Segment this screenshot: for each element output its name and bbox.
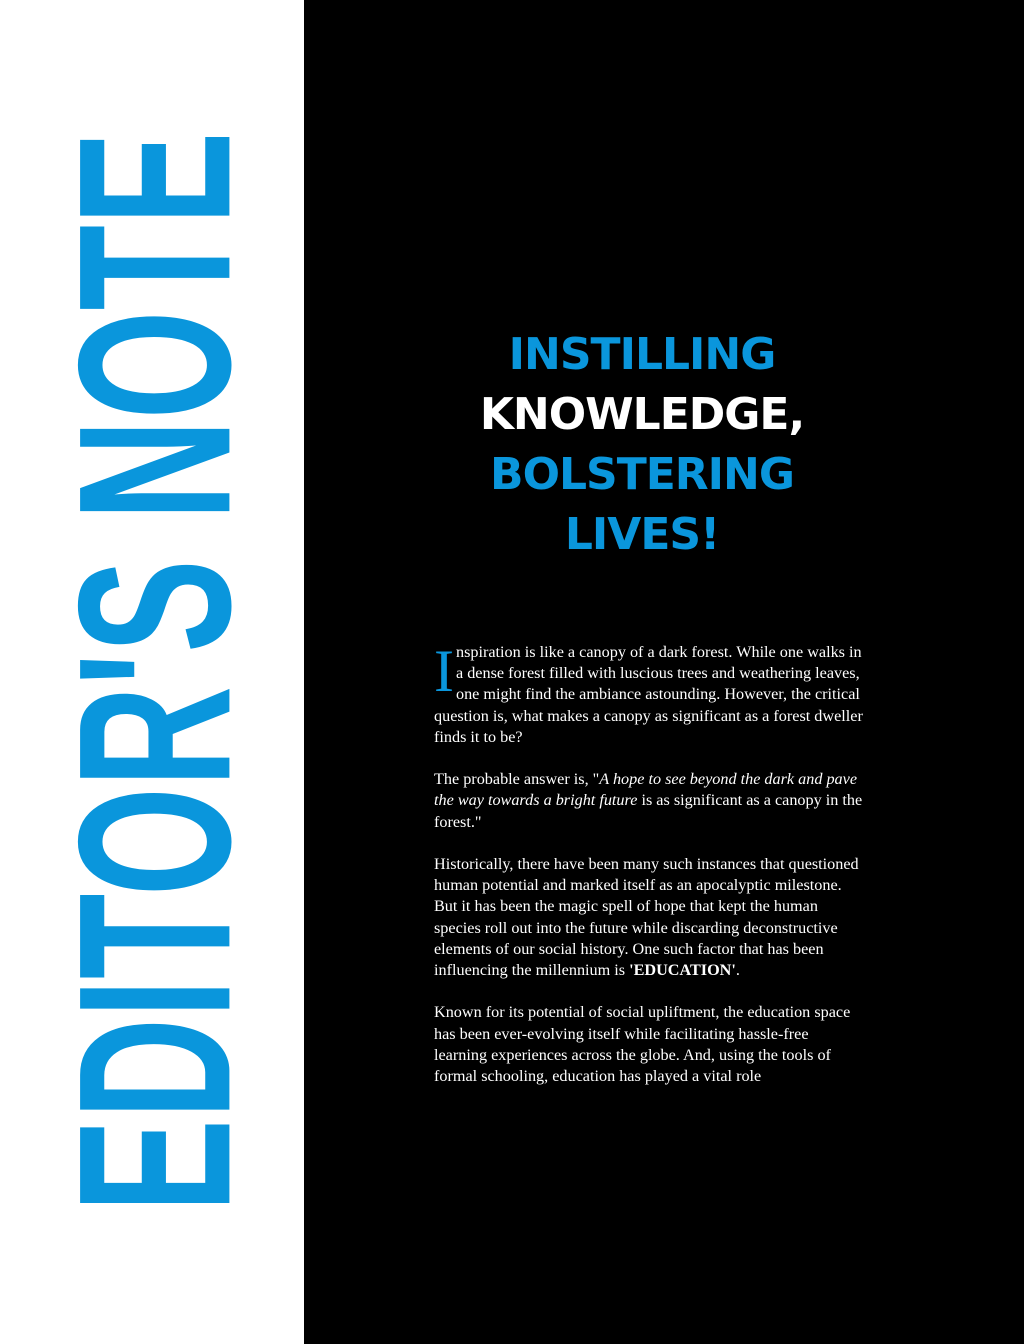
paragraph-3	[434, 854, 864, 981]
paragraph-1-text: nspiration is like a canopy of a dark forest. While one walks in a dense forest filled with luscious trees and weathering leaves, one might find the ambiance astounding. However, the critical question is, what makes a canopy as significant as a forest dweller finds it to be?	[434, 643, 863, 746]
paragraph-2-lead: The probable answer is, "	[434, 770, 600, 789]
editors-note-vertical-title: EDITOR'S NOTE	[32, 131, 276, 1213]
headline-line-3: BOLSTERING	[490, 449, 794, 500]
paragraph-2-quote: A hope to see beyond the dark and pave the way towards a bright future	[434, 770, 858, 810]
paragraph-3-text: Historically, there have been many such instances that questioned human potential and marked itself as an apocalyptic milestone. But it has been the magic spell of hope that kept the human species roll out into the future while discarding deconstructive elements of our social history. One such factor that has been influencing the millennium is	[434, 855, 859, 980]
paragraph-2	[434, 769, 864, 833]
paragraph-4: Known for its potential of social upliftment, the education space has been ever-evolving itself while facilitating hassle-free learning experiences across the globe. And, using the tools of formal schooling, education has played a vital role	[434, 1003, 851, 1086]
paragraph-3-end: .	[735, 961, 740, 980]
paragraph-3-emphasis: 'EDUCATION'	[629, 961, 736, 980]
article-headline	[304, 325, 980, 565]
paragraph-1	[434, 638, 864, 748]
headline-line-2: KNOWLEDGE,	[479, 389, 805, 440]
paragraph-2-tail: is as significant as a canopy in the forest."	[434, 791, 863, 831]
sidebar-panel	[0, 0, 304, 1344]
drop-cap: I	[434, 638, 454, 704]
headline-line-4: LIVES!	[564, 509, 720, 560]
headline-line-1: INSTILLING	[508, 329, 776, 380]
content-panel	[304, 0, 1024, 1344]
article-body	[434, 638, 864, 1108]
